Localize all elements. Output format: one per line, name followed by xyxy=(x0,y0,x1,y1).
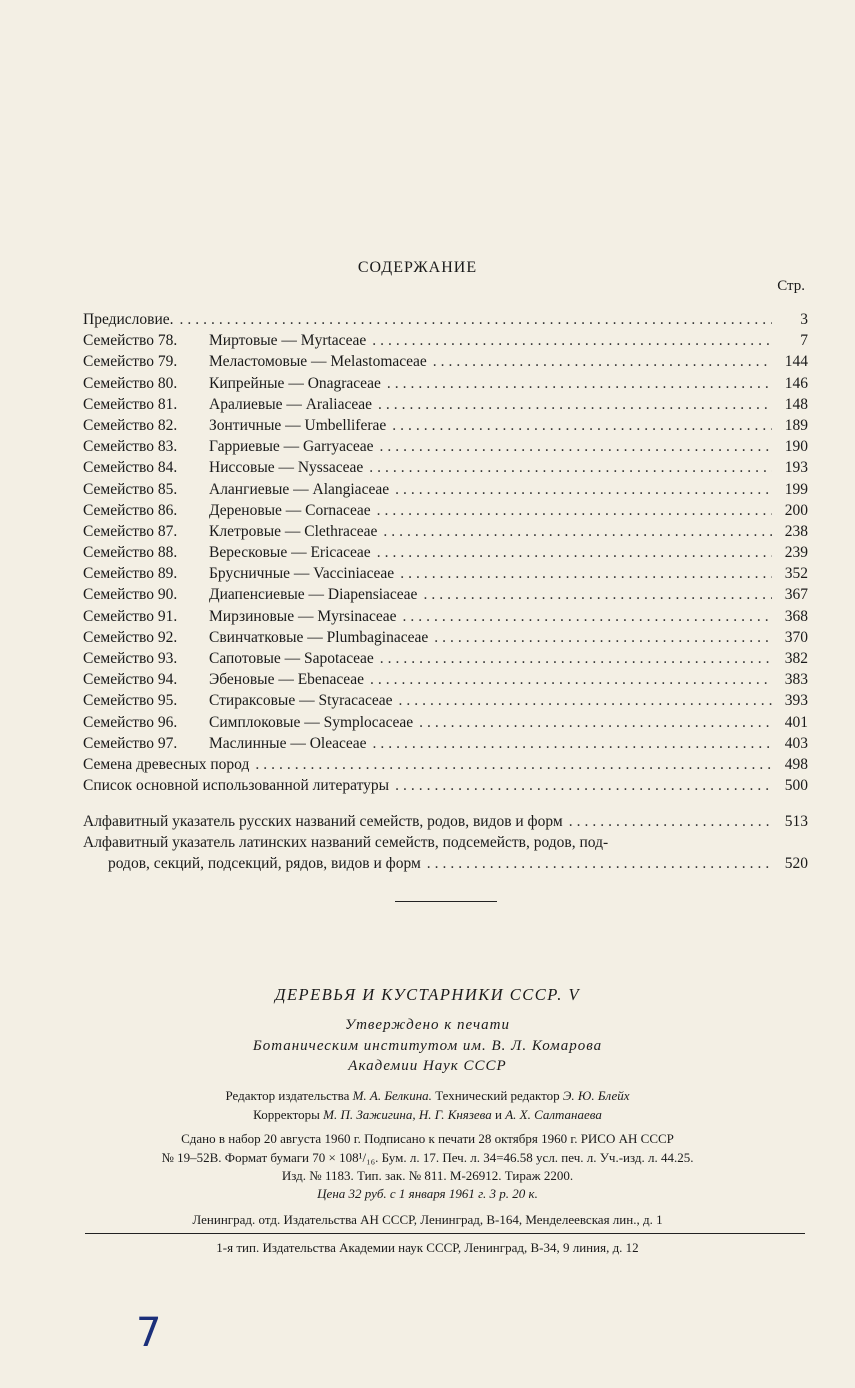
correctors-label: Корректоры xyxy=(253,1106,320,1122)
toc-entry-page: 520 xyxy=(784,855,808,872)
family-number: Семейство 91. xyxy=(83,607,178,625)
toc-entry-family[interactable] xyxy=(83,417,808,438)
toc-entry-family[interactable] xyxy=(83,332,808,353)
dot-leader xyxy=(387,375,772,393)
toc-entry-family[interactable] xyxy=(83,353,808,374)
toc-entry-label: Алфавитный указатель латинских названий семейств, подсемейств, родов, под- xyxy=(83,834,609,851)
dot-leader xyxy=(395,481,772,499)
conjunction: и xyxy=(494,1106,502,1122)
approval-block xyxy=(0,1015,855,1077)
toc-entry-page: 403 xyxy=(784,734,808,752)
toc-entry-family[interactable] xyxy=(83,714,808,735)
toc-entry-page: 3 xyxy=(800,311,808,328)
dot-leader xyxy=(398,692,772,710)
dot-leader xyxy=(419,714,772,732)
toc-entry-family[interactable] xyxy=(83,459,808,480)
toc-entry-literature[interactable] xyxy=(83,777,808,798)
family-name: Миртовые — Myrtaceae xyxy=(209,332,367,350)
toc-entry-family[interactable] xyxy=(83,629,808,650)
family-name: Маслинные — Oleaceae xyxy=(209,734,367,752)
family-number: Семейство 85. xyxy=(83,480,178,498)
family-number: Семейство 88. xyxy=(83,544,178,562)
section-divider xyxy=(395,901,497,902)
printing-line: Изд. № 1183. Тип. зак. № 811. М-26912. Тираж 2200. xyxy=(281,1168,574,1183)
toc-entry-page: 146 xyxy=(784,374,808,392)
dot-leader xyxy=(569,813,772,831)
family-number: Семейство 93. xyxy=(83,650,178,667)
toc-entry-page: 239 xyxy=(784,544,808,562)
correctors-line xyxy=(0,1106,855,1125)
family-number: Семейство 78. xyxy=(83,332,178,350)
toc-entry-page: 393 xyxy=(784,692,808,710)
toc-entry-page: 199 xyxy=(784,480,808,498)
family-name: Ниссовые — Nyssaceae xyxy=(209,459,364,477)
toc-entry-page: 500 xyxy=(784,777,808,795)
dot-leader xyxy=(434,629,772,647)
dot-leader xyxy=(372,332,772,350)
toc-entry-page: 368 xyxy=(784,607,808,625)
family-name: Стираксовые — Styracaceae xyxy=(209,692,393,710)
toc-entry-family[interactable] xyxy=(83,608,808,629)
family-name: Алангиевые — Alangiaceae xyxy=(209,480,390,498)
family-number: Семейство 94. xyxy=(83,671,178,689)
toc-title: СОДЕРЖАНИЕ xyxy=(357,259,478,276)
toc-entry-family[interactable] xyxy=(83,502,808,523)
toc-entry-index-lat-line2[interactable] xyxy=(83,855,808,876)
family-name: Аралиевые — Araliaceae xyxy=(209,395,372,413)
dot-leader xyxy=(433,353,772,371)
printing-details xyxy=(0,1130,855,1186)
dot-leader xyxy=(427,855,772,873)
dot-leader xyxy=(370,671,772,689)
price-line: Цена 32 руб. с 1 января 1961 г. 3 р. 20 к. xyxy=(317,1186,538,1201)
toc-entry-family[interactable] xyxy=(83,523,808,544)
dot-leader xyxy=(403,608,772,626)
family-name: Брусничные — Vacciniaceae xyxy=(209,565,395,583)
dot-leader xyxy=(378,396,772,414)
toc-entry-family[interactable] xyxy=(83,692,808,713)
toc-entry-family[interactable] xyxy=(83,481,808,502)
family-number: Семейство 82. xyxy=(83,416,178,434)
toc-entry-page: 144 xyxy=(784,353,808,371)
dot-leader xyxy=(372,735,772,753)
toc-entry-family[interactable] xyxy=(83,565,808,586)
family-number: Семейство 81. xyxy=(83,395,178,413)
family-number: Семейство 89. xyxy=(83,565,178,583)
dot-leader xyxy=(400,565,772,583)
toc-entry-page: 513 xyxy=(784,813,808,830)
family-number: Семейство 92. xyxy=(83,628,178,646)
toc-entry-page: 367 xyxy=(784,586,808,604)
dot-leader xyxy=(255,756,772,774)
family-number: Семейство 87. xyxy=(83,522,178,540)
publisher-address: Ленинград. отд. Издательства АН СССР, Ленинград, В-164, Менделеевская лин., д. 1 xyxy=(192,1212,663,1227)
approval-line: Академии Наук СССР xyxy=(348,1058,507,1074)
toc-entry-index-ru[interactable] xyxy=(83,813,808,834)
toc-entry-preface[interactable] xyxy=(83,311,808,332)
editor-label: Редактор издательства xyxy=(225,1088,350,1103)
toc-entry-page: 498 xyxy=(784,755,808,773)
printing-line: № 19–52В. Формат бумаги 70 × 108¹/₁₆. Бум. л. 17. Печ. л. 34=46.58 усл. печ. л. Уч.-изд. л. 44.25. xyxy=(161,1149,694,1165)
printing-line: Сдано в набор 20 августа 1960 г. Подписано к печати 28 октября 1960 г. РИСО АН СССР xyxy=(181,1131,674,1146)
family-name: Свинчатковые — Plumbaginaceae xyxy=(209,628,429,646)
family-number: Семейство 90. xyxy=(83,586,178,604)
family-name: Симплоковые — Symplocaceae xyxy=(209,713,414,731)
dot-leader xyxy=(377,502,772,520)
dot-leader xyxy=(392,417,772,435)
corrector-name: А. Х. Салтанаева xyxy=(505,1106,602,1122)
toc-entry-page: 7 xyxy=(800,332,808,350)
toc-entry-family[interactable] xyxy=(83,735,808,756)
dot-leader xyxy=(377,544,772,562)
family-name: Мирзиновые — Myrsinaceae xyxy=(209,607,397,625)
family-number: Семейство 95. xyxy=(83,692,178,710)
toc-entry-page: 352 xyxy=(784,565,808,583)
family-name: Вересковые — Ericaceae xyxy=(209,544,371,562)
dot-leader xyxy=(180,311,772,329)
book-title: ДЕРЕВЬЯ И КУСТАРНИКИ СССР. V xyxy=(274,985,581,1004)
toc-entry-family[interactable] xyxy=(83,650,808,671)
toc-entry-index-lat-line1[interactable] xyxy=(83,834,808,855)
family-number: Семейство 84. xyxy=(83,459,178,477)
family-number: Семейство 83. xyxy=(83,438,178,456)
editors-line xyxy=(0,1087,855,1106)
toc-entry-label: Предисловие. xyxy=(83,311,174,328)
family-number: Семейство 80. xyxy=(83,374,178,392)
toc-entry-label: Семена древесных пород xyxy=(83,755,250,773)
table-of-contents xyxy=(83,311,808,798)
dot-leader xyxy=(369,459,772,477)
toc-entry-family[interactable] xyxy=(83,396,808,417)
index-entries xyxy=(83,813,808,876)
family-number: Семейство 86. xyxy=(83,501,178,519)
toc-entry-page: 190 xyxy=(784,438,808,456)
toc-entry-page: 200 xyxy=(784,501,808,519)
dot-leader xyxy=(383,523,772,541)
family-name: Гарриевые — Garryaceae xyxy=(209,438,374,456)
family-name: Меластомовые — Melastomaceae xyxy=(209,353,427,371)
tech-editor-label: Технический редактор xyxy=(435,1088,560,1103)
editor-name: М. А. Белкина. xyxy=(352,1088,432,1103)
toc-entry-page: 370 xyxy=(784,628,808,646)
corrector-name: Н. Г. Князева xyxy=(418,1106,492,1122)
dot-leader xyxy=(380,650,772,668)
printing-house: 1-я тип. Издательства Академии наук СССР, Ленинград, В-34, 9 линия, д. 12 xyxy=(216,1240,639,1255)
toc-entry-family[interactable] xyxy=(83,586,808,607)
toc-entry-page: 401 xyxy=(784,713,808,731)
toc-entry-page: 238 xyxy=(784,522,808,540)
corrector-name: М. П. Зажигина, xyxy=(323,1106,416,1122)
dot-leader xyxy=(395,777,772,795)
toc-entry-page: 383 xyxy=(784,671,808,689)
toc-entry-family[interactable] xyxy=(83,671,808,692)
toc-entry-label: Алфавитный указатель русских названий семейств, родов, видов и форм xyxy=(83,813,563,830)
family-name: Дереновые — Cornaceae xyxy=(209,501,371,519)
toc-entry-seeds[interactable] xyxy=(83,756,808,777)
toc-entry-page: 189 xyxy=(784,416,808,434)
family-number: Семейство 97. xyxy=(83,734,178,752)
bottom-divider xyxy=(85,1233,805,1234)
family-name: Сапотовые — Sapotaceae xyxy=(209,650,374,667)
family-number: Семейство 79. xyxy=(83,353,178,371)
family-number: Семейство 96. xyxy=(83,713,178,731)
toc-entry-label: Список основной использованной литературы xyxy=(83,777,390,795)
family-name: Зонтичные — Umbelliferae xyxy=(209,416,387,434)
approval-line: Ботаническим институтом им. В. Л. Комарова xyxy=(252,1037,603,1054)
editors-block xyxy=(0,1087,855,1124)
page-column-label: Стр. xyxy=(777,278,805,294)
handwritten-mark: 7 xyxy=(136,1310,162,1356)
dot-leader xyxy=(423,586,772,604)
family-name: Клетровые — Clethraceae xyxy=(209,522,378,540)
toc-entry-page: 193 xyxy=(784,459,808,477)
approval-line: Утверждено к печати xyxy=(344,1017,510,1033)
toc-entry-family[interactable] xyxy=(83,375,808,396)
toc-entry-page: 382 xyxy=(784,650,808,667)
toc-entry-family[interactable] xyxy=(83,438,808,459)
toc-entry-family[interactable] xyxy=(83,544,808,565)
toc-entry-label: родов, секций, подсекций, рядов, видов и форм xyxy=(108,855,421,872)
family-name: Кипрейные — Onagraceae xyxy=(209,374,381,392)
tech-editor-name: Э. Ю. Блейх xyxy=(562,1088,630,1103)
toc-entry-page: 148 xyxy=(784,395,808,413)
family-name: Диапенсиевые — Diapensiaceae xyxy=(209,586,418,604)
family-name: Эбеновые — Ebenaceae xyxy=(209,671,364,689)
dot-leader xyxy=(380,438,772,456)
